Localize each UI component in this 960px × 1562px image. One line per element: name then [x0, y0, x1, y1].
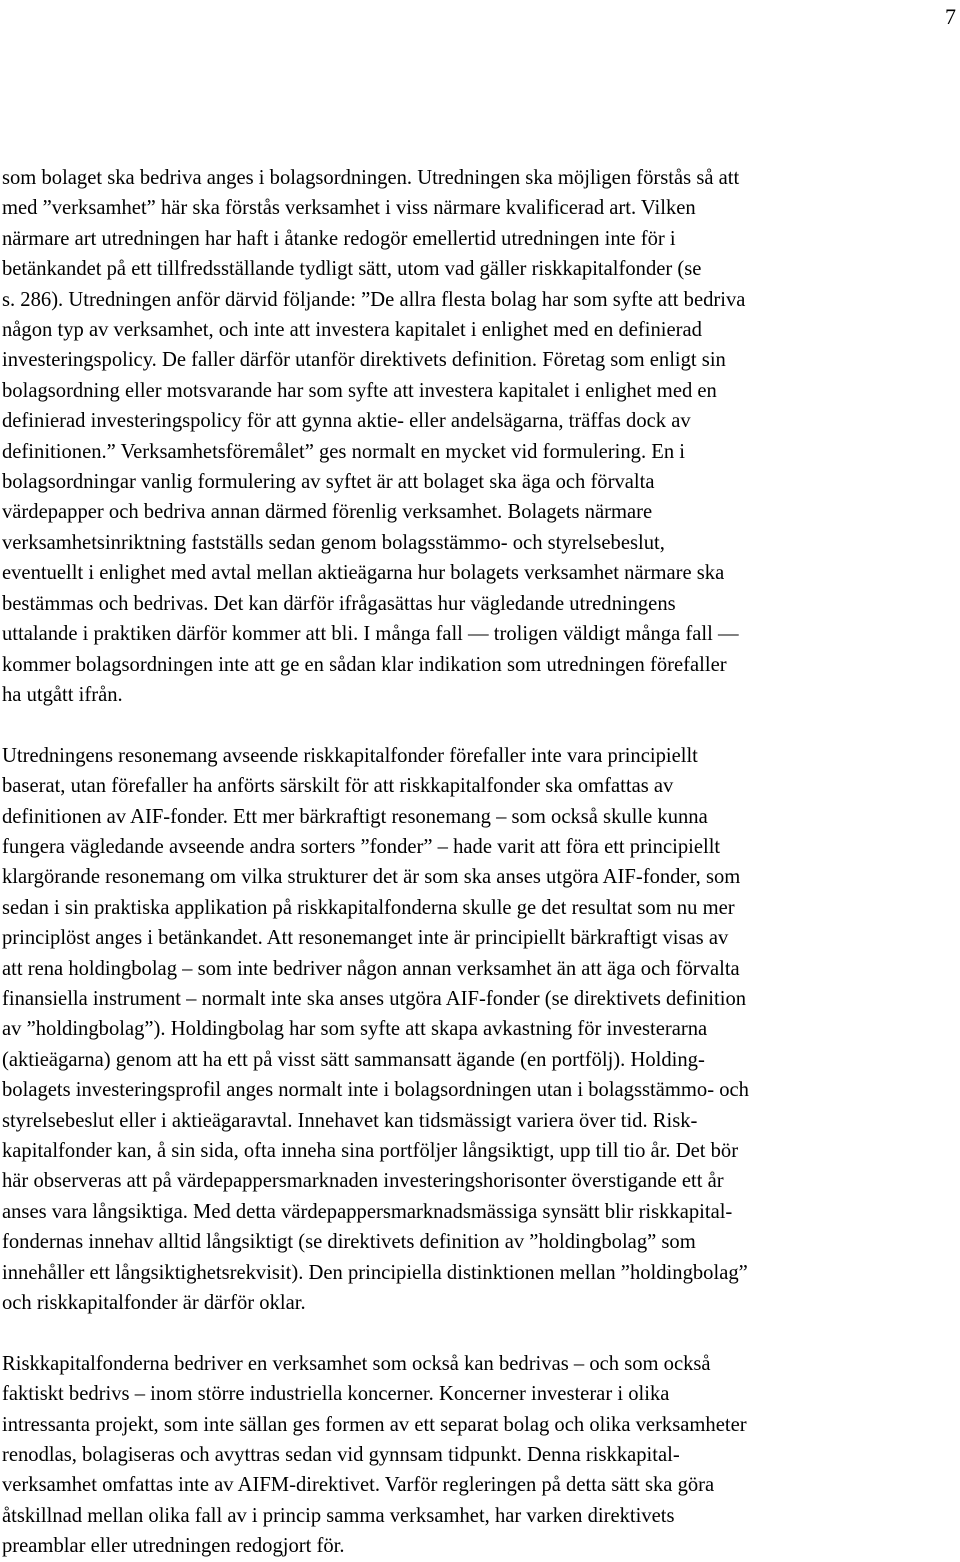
text-line: betänkandet på ett tillfredsställande tydligt sätt, utom vad gäller riskkapitalfonder (se: [2, 258, 702, 281]
text-line: kommer bolagsordningen inte att ge en sådan klar indikation som utredningen förefaller: [2, 653, 727, 676]
text-line: närmare art utredningen har haft i åtanke redogör emellertid utredningen inte för i: [2, 227, 676, 250]
page-number: 7: [945, 4, 956, 29]
text-line: baserat, utan förefaller ha anförts särskilt för att riskkapitalfonder ska omfattas av: [2, 775, 674, 798]
text-line: definitionen av AIF-fonder. Ett mer bärkraftigt resonemang – som också skulle kunna: [2, 805, 708, 828]
text-line: bestämmas och bedrivas. Det kan därför ifrågasättas hur vägledande utredningens: [2, 592, 676, 615]
text-line: s. 286). Utredningen anför därvid följande: ”De allra flesta bolag har som syfte att bedriva: [2, 288, 746, 311]
text-line: eventuellt i enlighet med avtal mellan aktieägarna hur bolagets verksamhet närmare ska: [2, 562, 725, 585]
text-line: investeringspolicy. De faller därför utanför direktivets definition. Företag som enligt sin: [2, 349, 726, 372]
text-line: som bolaget ska bedriva anges i bolagsordningen. Utredningen ska möjligen förstås så att: [2, 167, 740, 189]
text-line: att rena holdingbolag – som inte bedriver någon annan verksamhet än att äga och förvalta: [2, 957, 740, 980]
text-line: uttalande i praktiken därför kommer att bli. I många fall — troligen väldigt många fall —: [2, 623, 739, 646]
text-line: finansiella instrument – normalt inte ska anses utgöra AIF-fonder (se direktivets definition: [2, 987, 747, 1010]
text-line: bolagsordningar vanlig formulering av syftet är att bolaget ska äga och förvalta: [2, 471, 655, 494]
text-line: sedan i sin praktiska applikation på riskkapitalfonderna skulle ge det resultat som nu mer: [2, 896, 735, 919]
text-line: innehåller ett långsiktighetsrekvisit). Den principiella distinktionen mellan ”holdingbolag”: [2, 1261, 748, 1284]
paragraph: [2, 163, 958, 710]
text-line: definitionen.” Verksamhetsföremålet” ges normalt en mycket vid formulering. En i: [2, 440, 686, 463]
text-line: kapitalfonder kan, å sin sida, ofta inneha sina portföljer långsiktigt, upp till tio år. Det bör: [2, 1139, 739, 1162]
text-line: verksamhetsinriktning fastställs sedan genom bolagsstämmo- och styrelsebeslut,: [2, 531, 665, 554]
text-line: fondernas innehav alltid långsiktigt (se direktivets definition av ”holdingbolag” som: [2, 1231, 696, 1254]
text-line: principlöst anges i betänkandet. Att resonemanget inte är principiellt bärkraftigt visas av: [2, 927, 729, 950]
text-line: Utredningens resonemang avseende riskkapitalfonder förefaller inte vara principiellt: [2, 744, 698, 767]
text-line: bolagsordning eller motsvarande har som syfte att investera kapitalet i enlighet med en: [2, 379, 717, 402]
text-line: fungera vägledande avseende andra sorters ”fonder” – hade varit att föra ett principiellt: [2, 835, 721, 858]
text-line: verksamhet omfattas inte av AIFM-direktivet. Varför regleringen på detta sätt ska göra: [2, 1474, 715, 1497]
text-line: Riskkapitalfonderna bedriver en verksamhet som också kan bedrivas – och som också: [2, 1352, 711, 1375]
text-line: någon typ av verksamhet, och inte att investera kapitalet i enlighet med en definierad: [2, 319, 702, 342]
text-line: av ”holdingbolag”). Holdingbolag har som syfte att skapa avkastning för investerarna: [2, 1018, 708, 1041]
text-line: styrelsebeslut eller i aktieägaravtal. Innehavet kan tidsmässigt variera över tid. Risk-: [2, 1109, 698, 1132]
text-line: (aktieägarna) genom att ha ett på visst sätt sammansatt ägande (en portfölj). Holding-: [2, 1048, 705, 1071]
text-line: värdepapper och bedriva annan därmed förenlig verksamhet. Bolagets närmare: [2, 501, 653, 524]
text-line: renodlas, bolagiseras och avyttras sedan vid gynnsam tidpunkt. Denna riskkapital-: [2, 1444, 680, 1467]
text-line: faktiskt bedrivs – inom större industriella koncerner. Koncerner investerar i olika: [2, 1383, 670, 1406]
text-line: med ”verksamhet” här ska förstås verksamhet i viss närmare kvalificerad art. Vilken: [2, 197, 696, 220]
document-body: [2, 163, 958, 1562]
text-line: klargörande resonemang om vilka strukturer det är som ska anses utgöra AIF-fonder, som: [2, 866, 741, 889]
text-line: intressanta projekt, som inte sällan ges formen av ett separat bolag och olika verksamheter: [2, 1413, 747, 1436]
text-line: bolagets investeringsprofil anges normalt inte i bolagsordningen utan i bolagsstämmo- och: [2, 1079, 749, 1102]
text-line: anses vara långsiktiga. Med detta värdepappersmarknadsmässiga synsätt blir riskkapital-: [2, 1200, 733, 1223]
paragraph: [2, 741, 958, 1319]
text-line: definierad investeringspolicy för att gynna aktie- eller andelsägarna, träffas dock av: [2, 410, 691, 433]
paragraph: [2, 1349, 958, 1562]
text-line: preamblar eller utredningen redogjort för.: [2, 1535, 345, 1558]
text-line: och riskkapitalfonder är därför oklar.: [2, 1292, 306, 1315]
text-line: åtskillnad mellan olika fall av i princip samma verksamhet, har varken direktivets: [2, 1504, 675, 1527]
text-line: här observeras att på värdepappersmarknaden investeringshorisonter överstigande ett år: [2, 1170, 724, 1193]
text-line: ha utgått ifrån.: [2, 683, 123, 706]
